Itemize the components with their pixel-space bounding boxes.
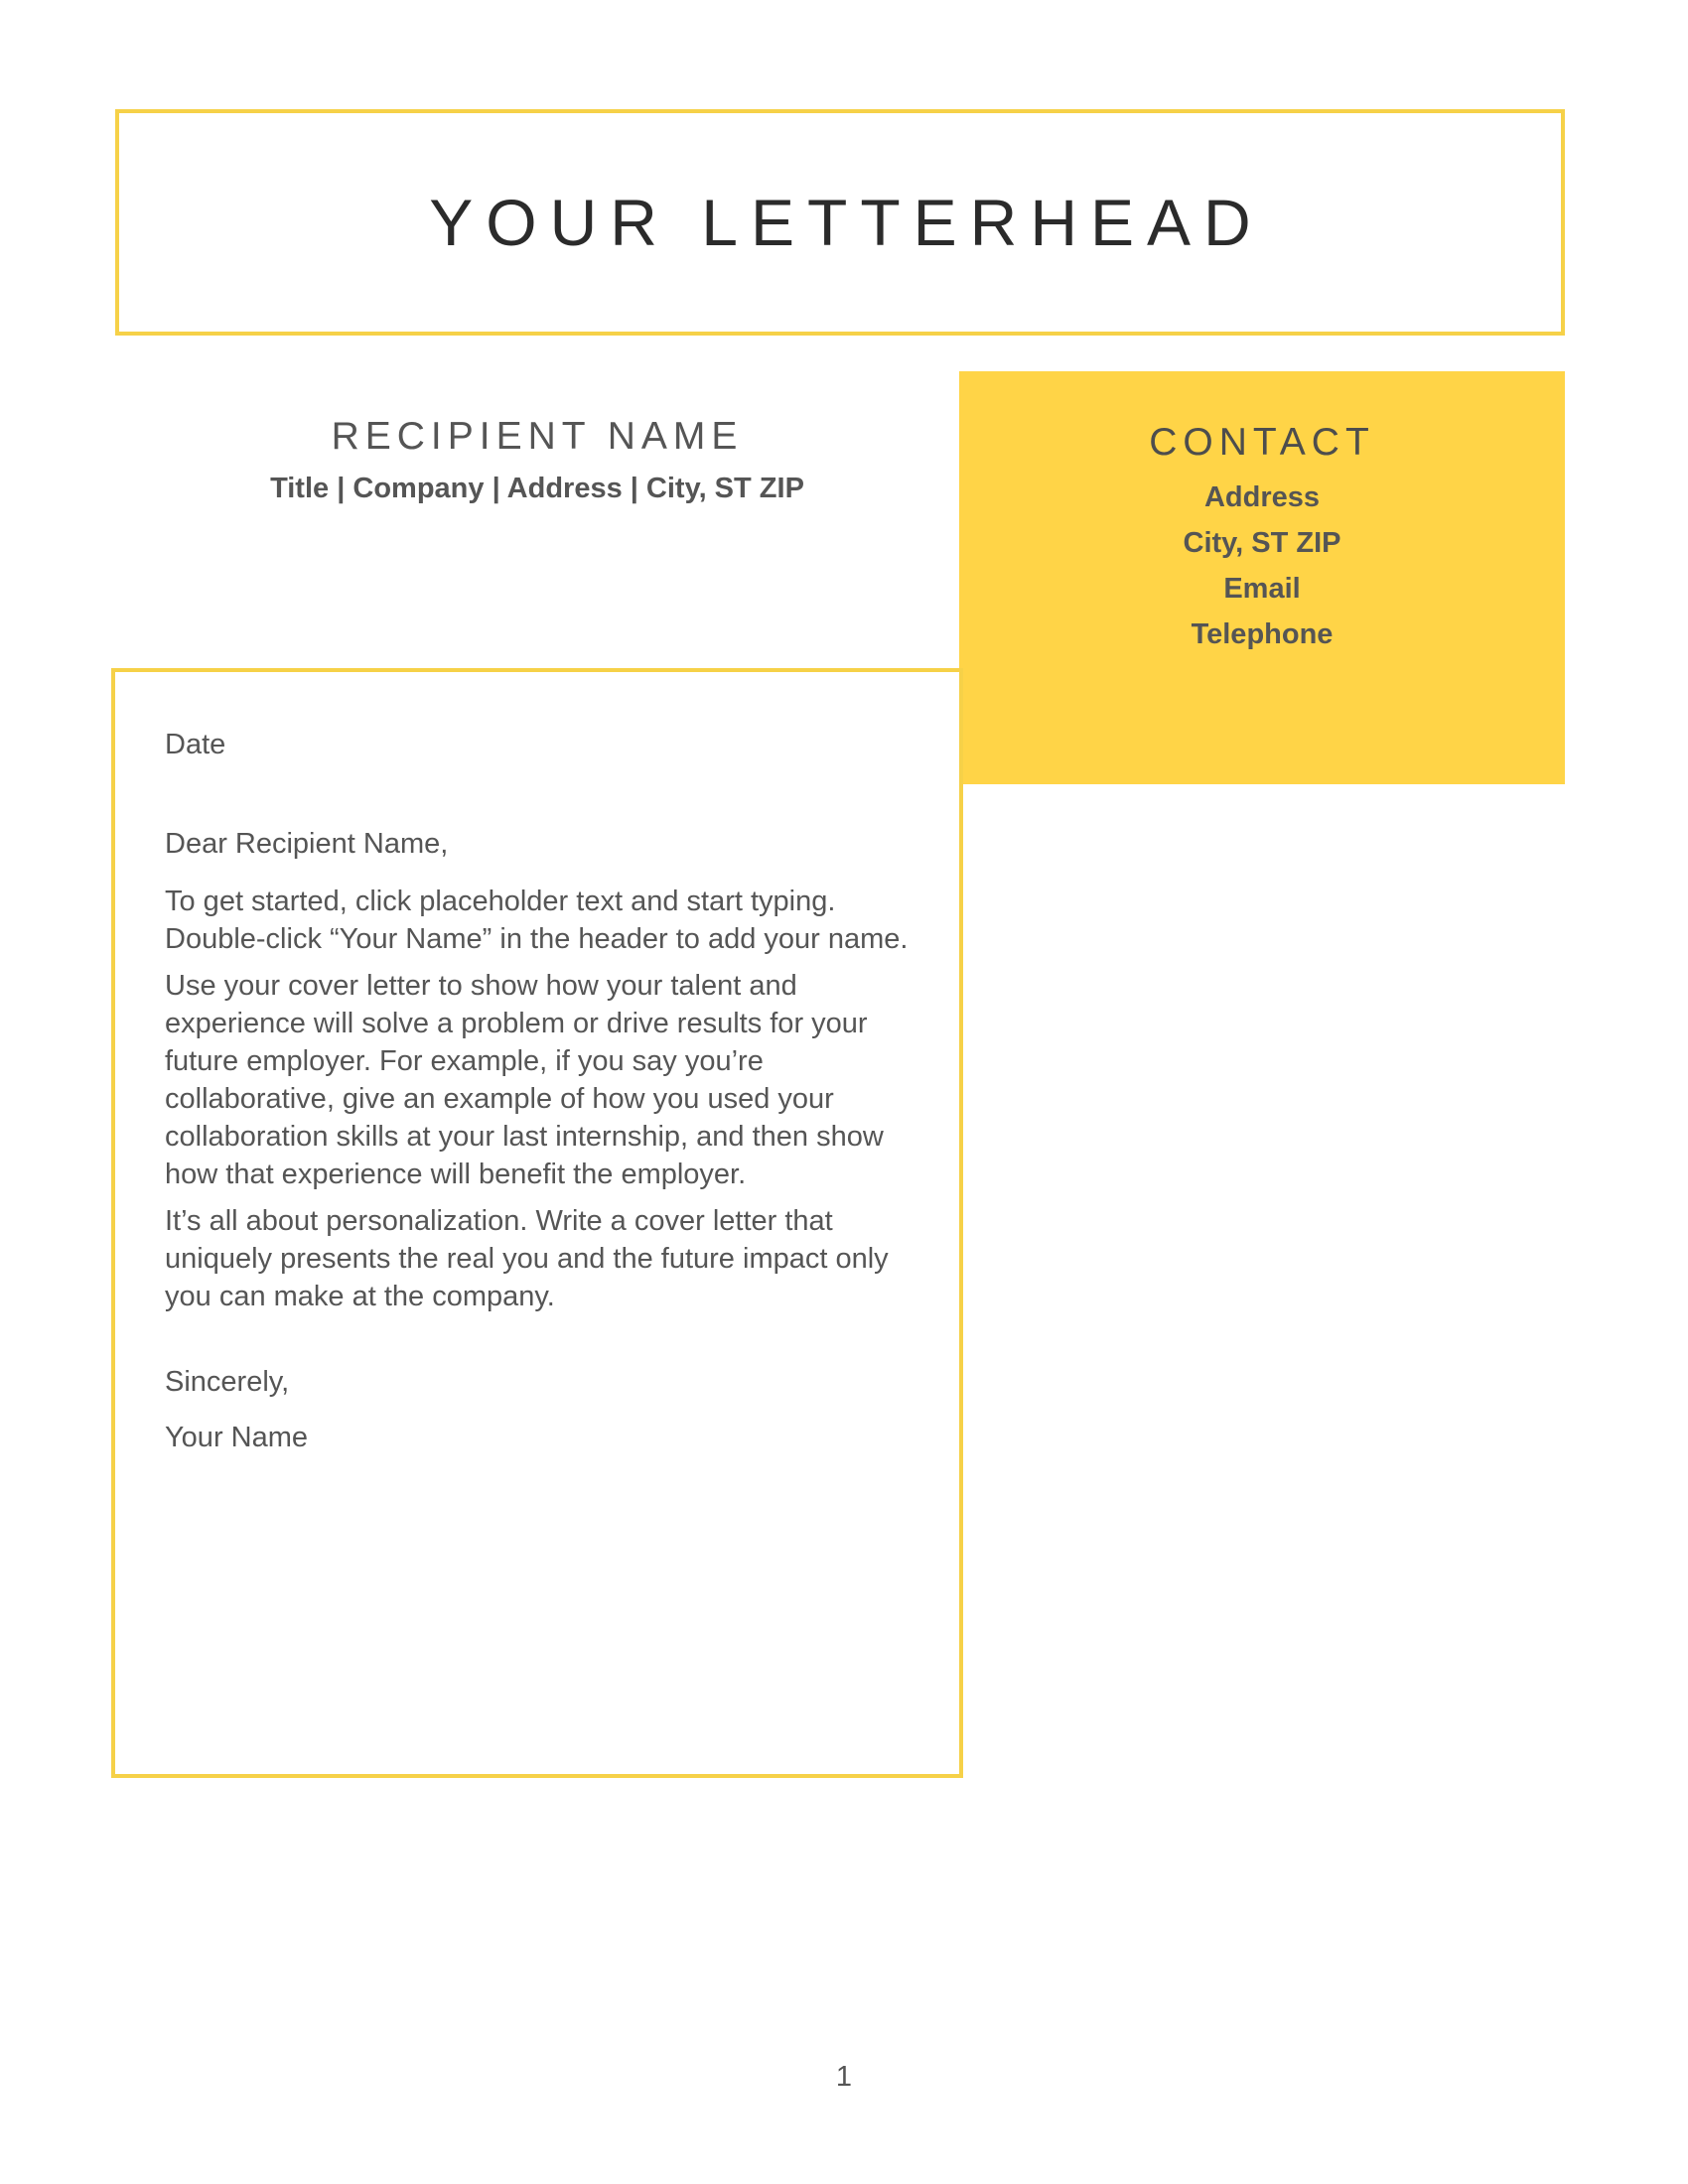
contact-address[interactable]: Address <box>1203 481 1321 513</box>
recipient-name[interactable]: RECIPIENT NAME <box>331 415 744 458</box>
letter-paragraph-2[interactable]: Use your cover letter to show how your talent and experience will solve a problem or drive results for your future employer. For example, if you say you’re collaborative, give an example of how you used your collaboration skills at your last internship, and then show how that experience will benefit the employer. <box>165 970 884 1190</box>
letter-signature[interactable]: Your Name <box>165 1422 309 1453</box>
letterhead-box <box>115 109 1565 336</box>
contact-city-state-zip[interactable]: City, ST ZIP <box>1183 527 1341 559</box>
letter-closing[interactable]: Sincerely, <box>165 1366 290 1398</box>
contact-panel <box>959 371 1565 784</box>
letter-paragraph-3[interactable]: It’s all about personalization. Write a cover letter that uniquely presents the real you and the future impact only you can make at the company. <box>165 1205 889 1312</box>
page-number: 1 <box>835 2061 853 2093</box>
letterhead-title[interactable]: YOUR LETTERHEAD <box>429 186 1264 259</box>
letter-body-box <box>111 668 963 1778</box>
letter-paragraph-1[interactable]: To get started, click placeholder text and start typing. Double-click “Your Name” in the header to add your name. <box>165 886 909 955</box>
letter-date[interactable]: Date <box>165 729 226 760</box>
letter-salutation[interactable]: Dear Recipient Name, <box>165 828 449 860</box>
contact-telephone[interactable]: Telephone <box>1191 618 1334 650</box>
contact-email[interactable]: Email <box>1223 573 1301 605</box>
recipient-block <box>115 415 959 505</box>
recipient-details[interactable]: Title | Company | Address | City, ST ZIP <box>270 473 804 504</box>
contact-heading[interactable]: CONTACT <box>1149 421 1375 464</box>
